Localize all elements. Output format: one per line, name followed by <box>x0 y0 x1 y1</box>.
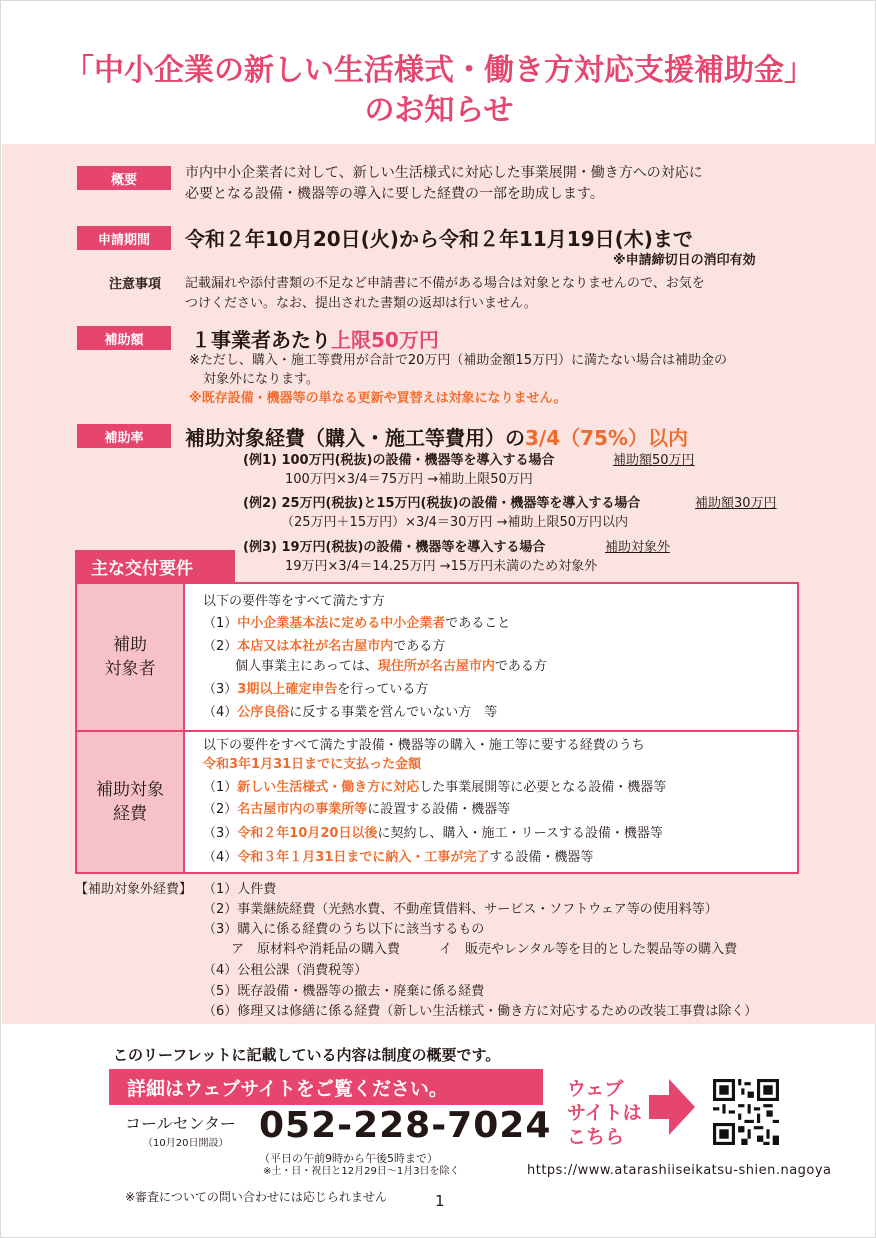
overview-label: 概要 <box>77 166 171 190</box>
overview-text-2: 必要となる設備・機器等の導入に要した経費の一部を助成します。 <box>185 186 604 202</box>
cost-req-1-highlight: 新しい生活様式・働き方に対応 <box>237 780 420 795</box>
amount-label: 補助額 <box>77 326 171 350</box>
cost-req-1 <box>203 778 666 798</box>
qr-code-icon[interactable] <box>713 1079 779 1145</box>
list-num: （4） <box>203 705 238 720</box>
rate-text <box>185 422 688 451</box>
requirements-header: 主な交付要件 <box>75 550 235 582</box>
excluded-item: ア 原材料や消耗品の購入費 イ 販売やレンタル等を目的とした製品等の購入費 <box>231 942 738 957</box>
cost-req-2 <box>203 800 510 820</box>
cost-req-3-rest: に契約し、購入・施工・リースする設備・機器等 <box>377 826 663 841</box>
example-3-result: 補助対象外 <box>605 540 671 555</box>
list-num: （4） <box>203 850 238 865</box>
example-2-result: 補助額30万円 <box>695 496 777 511</box>
target-req-1-rest: であること <box>445 616 511 631</box>
amount-note-2: 対象外になります。 <box>203 372 319 387</box>
target-req-1-highlight: 中小企業基本法に定める中小企業者 <box>237 616 446 631</box>
excluded-item: （6）修理又は修繕に係る経費（新しい生活様式・働き方に対応するための改装工事費は除く） <box>203 1004 758 1019</box>
footer-summary: このリーフレットに記載している内容は制度の概要です。 <box>113 1046 501 1064</box>
list-num: （3） <box>203 682 238 697</box>
page-title-line2: のお知らせ <box>364 93 514 128</box>
target-req-3-highlight: 3期以上確定申告 <box>237 682 338 697</box>
cost-req-2-highlight: 名古屋市内の事業所等 <box>237 802 368 817</box>
arrow-right-icon <box>649 1079 695 1135</box>
target-req-2b-a: 個人事業主にあっては、 <box>235 659 378 674</box>
target-req-1 <box>203 614 510 634</box>
rate-label: 補助率 <box>77 424 171 448</box>
call-center-open-date: （10月20日開設） <box>143 1138 229 1149</box>
cost-label-cell <box>77 732 183 872</box>
target-label-line2: 対象者 <box>104 659 156 679</box>
cost-req-4-highlight-a: 令和３年１月31日までに <box>237 850 386 865</box>
amount-text <box>191 324 439 353</box>
period-text: 令和２年10月20日(火)から令和２年11月19日(木)まで <box>185 227 693 251</box>
target-req-4-rest: に反する事業を営んでいない方 等 <box>289 705 498 720</box>
cost-req-4-highlight-b: 納入・工事が完了 <box>385 850 490 865</box>
target-req-4-highlight: 公序良俗 <box>237 705 290 720</box>
list-num: （1） <box>203 780 238 795</box>
example-1-calc: 100万円×3/4＝75万円 →補助上限50万円 <box>285 472 533 487</box>
cost-req-4-rest: する設備・機器等 <box>489 850 594 865</box>
amount-limit: 上限50万円 <box>331 328 439 352</box>
target-req-2-rest: である方 <box>393 639 446 654</box>
target-label-line1: 補助 <box>113 635 147 655</box>
website-label-line2: サイトは <box>567 1102 642 1124</box>
cost-req-3-highlight: 令和２年10月20日以後 <box>237 826 378 841</box>
inquiry-notice: ※審査についての問い合わせには応じられません <box>125 1190 387 1204</box>
amount-note-1: ※ただし、購入・施工等費用が合計で20万円（補助金額15万円）に満たない場合は補助金の <box>189 353 727 368</box>
target-label-cell <box>77 584 183 730</box>
call-hours: （平日の午前9時から午後5時まで） <box>259 1152 438 1165</box>
cost-label-line2: 経費 <box>113 804 147 824</box>
example-2-title: (例2) 25万円(税抜)と15万円(税抜)の設備・機器等を導入する場合 <box>243 496 641 511</box>
list-num: （3） <box>203 826 238 841</box>
website-url[interactable]: https://www.atarashiiseikatsu-shien.nagoya <box>527 1163 832 1178</box>
example-1-title: (例1) 100万円(税抜)の設備・機器等を導入する場合 <box>243 453 555 468</box>
caution-label: 注意事項 <box>109 277 162 292</box>
period-note: ※申請締切日の消印有効 <box>613 253 756 268</box>
target-req-4 <box>203 703 497 723</box>
target-req-3-rest: を行っている方 <box>337 682 429 697</box>
cost-req-4 <box>203 848 593 868</box>
list-num: （1） <box>203 616 238 631</box>
requirements-table <box>75 582 799 874</box>
cost-req-1-rest: した事業展開等に必要となる設備・機器等 <box>419 780 667 795</box>
page-number: 1 <box>435 1192 445 1210</box>
column-divider <box>183 584 185 872</box>
excluded-item: （3）購入に係る経費のうち以下に該当するもの <box>203 922 485 937</box>
cost-req-3 <box>203 824 663 844</box>
website-label-line3: こちら <box>567 1126 625 1148</box>
rate-value: 3/4（75%）以内 <box>525 426 689 450</box>
excluded-label: 【補助対象外経費】 <box>75 882 193 897</box>
website-banner[interactable]: 詳細はウェブサイトをご覧ください。 <box>109 1069 543 1105</box>
cost-label-line1: 補助対象 <box>96 780 164 800</box>
target-intro: 以下の要件等をすべて満たす方 <box>203 594 385 609</box>
rate-text-a: 補助対象経費（購入・施工等費用）の <box>185 426 525 450</box>
excluded-item: （5）既存設備・機器等の撤去・廃棄に係る経費 <box>203 984 485 999</box>
phone-number[interactable]: 052-228-7024 <box>259 1105 552 1146</box>
excluded-item: （2）事業継続経費（光熱水費、不動産賃借料、サービス・ソフトウェア等の使用料等） <box>203 902 718 917</box>
example-1-result: 補助額50万円 <box>613 453 695 468</box>
excluded-item: （1）人件費 <box>203 882 277 897</box>
website-link-label[interactable] <box>567 1077 642 1149</box>
overview-text-1: 市内中小企業者に対して、新しい生活様式に対応した事業展開・働き方への対応に <box>185 165 703 181</box>
list-num: （2） <box>203 639 238 654</box>
period-label: 申請期間 <box>77 226 171 250</box>
excluded-item: （4）公租公課（消費税等） <box>203 963 368 978</box>
example-2-calc: （25万円＋15万円）×3/4＝30万円 →補助上限50万円以内 <box>281 515 629 530</box>
target-req-2 <box>203 637 445 657</box>
cost-intro: 以下の要件をすべて満たす設備・機器等の購入・施工等に要する経費のうち <box>203 738 645 753</box>
caution-text-1: 記載漏れや添付書類の不足など申請書に不備がある場合は対象となりませんので、お気を <box>185 276 705 291</box>
page-title: 「中小企業の新しい生活様式・働き方対応支援補助金」 <box>64 53 814 88</box>
target-req-2-highlight: 本店又は本社が名古屋市内 <box>237 639 394 654</box>
website-label-line1: ウェブ <box>567 1078 624 1100</box>
example-3-title: (例3) 19万円(税抜)の設備・機器等を導入する場合 <box>243 540 546 555</box>
list-num: （2） <box>203 802 238 817</box>
call-center-label: コールセンター <box>125 1114 237 1133</box>
target-req-2b-highlight: 現住所が名古屋市内 <box>377 659 495 674</box>
amount-text-a: １事業者あたり <box>191 328 331 352</box>
example-3-calc: 19万円×3/4＝14.25万円 →15万円未満のため対象外 <box>285 559 598 574</box>
cost-req-2-rest: に設置する設備・機器等 <box>367 802 511 817</box>
target-req-2b <box>235 657 547 677</box>
target-req-3 <box>203 680 428 700</box>
cost-intro-highlight: 令和3年1月31日までに支払った金額 <box>203 757 422 772</box>
amount-note-3: ※既存設備・機器等の単なる更新や買替えは対象になりません。 <box>189 391 567 406</box>
call-hours-note: ※土・日・祝日と12月29日〜1月3日を除く <box>263 1166 460 1177</box>
target-req-2b-rest: である方 <box>494 659 547 674</box>
caution-text-2: つけください。なお、提出された書類の返却は行いません。 <box>185 296 537 311</box>
row-divider <box>77 730 797 732</box>
